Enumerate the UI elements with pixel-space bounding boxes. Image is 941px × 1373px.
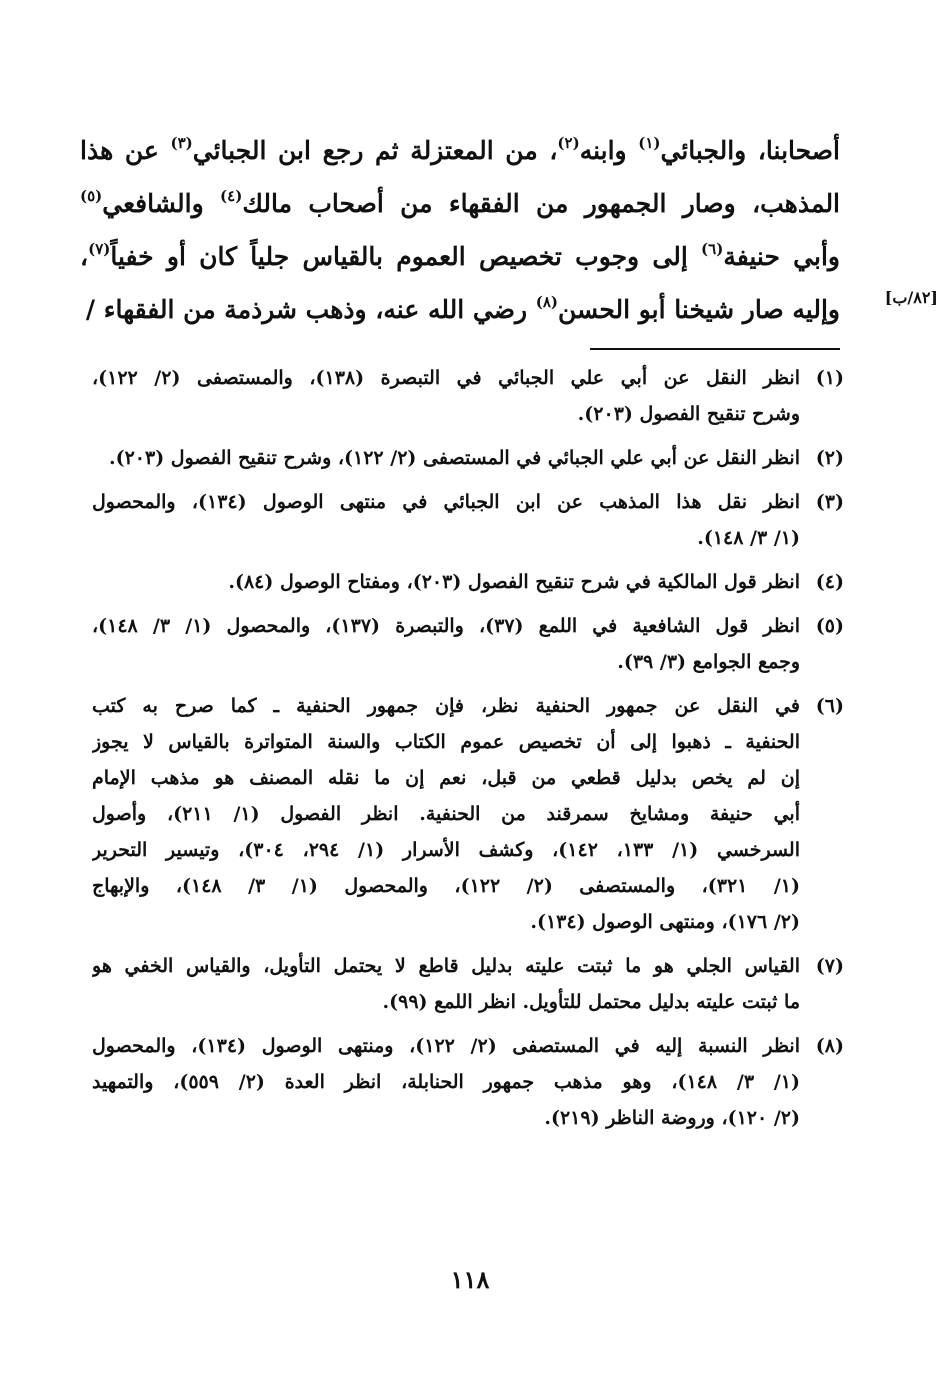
footnote [92,484,844,556]
footnote-line: أبي حنيفة ومشايخ سمرقند من الحنفية. انظر الفصول (١/ ٢١١)، وأصول [92,803,800,825]
footnote-number: (٣) [815,491,844,513]
main-text-line [80,124,840,177]
text-run: وإليه صار شيخنا أبو الحسن [558,295,840,324]
footnotes [92,360,844,1144]
footnote-line: ما ثبتت عليته بدليل محتمل للتأويل. انظر اللمع (٩٩). [382,991,800,1013]
footnote-line: انظر قول الشافعية في اللمع (٣٧)، والتبصرة (١٣٧)، والمحصول (١/ ٣/ ١٤٨)، [92,615,800,637]
footnote-line: انظر نقل هذا المذهب عن ابن الجبائي في منتهى الوصول (١٣٤)، والمحصول [92,491,800,513]
main-text-line [80,283,840,336]
footnote-line: (١/ ٣٢١)، والمستصفى (٢/ ١٢٢)، والمحصول (١/ ٣/ ١٤٨)، والإبهاج [92,875,800,897]
page-number: ١١٨ [450,1265,490,1294]
footnote-number: (٤) [815,571,844,593]
footnote-separator [590,348,840,350]
footnote-text [92,484,800,556]
footnote-number: (٢) [815,447,844,469]
footnote-number: (٥) [815,615,844,637]
footnote-reference: (٨) [535,293,559,311]
footnote-number: (٦) [815,695,844,717]
footnote-reference: (٧) [88,240,111,258]
footnote-text [92,688,800,940]
main-text-line [80,230,840,283]
footnote-text [92,564,800,600]
footnote-line: انظر قول المالكية في شرح تنقيح الفصول (٢٠٣)، ومفتاح الوصول (٨٤). [228,571,800,593]
footnote-text [92,360,800,432]
footnote-reference: (٤) [220,187,243,205]
text-run: إلى وجوب تخصيص العموم بالقياس جلياً كان أو خفياً [110,242,702,271]
text-run: ، من المعتزلة ثم رجع ابن الجبائي [192,136,558,165]
footnote-line: انظر النقل عن أبي علي الجبائي في التبصرة (١٣٨)، والمستصفى (٢/ ١٢٢)، [92,367,800,389]
footnote-line: انظر النقل عن أبي علي الجبائي في المستصفى (٢/ ١٢٢)، وشرح تنقيح الفصول (٢٠٣). [108,447,800,469]
text-run: والشافعي [102,189,221,218]
footnote-line: الحنفية ـ ذهبوا إلى أن تخصيص عموم الكتاب والسنة المتواترة بالقياس لا يجوز [92,731,800,753]
footnote-reference: (٢) [557,134,580,152]
footnote-text [92,440,800,476]
footnote-line: إن لم يخص بدليل قطعي من قبل، نعم إن ما نقله المصنف هو مذهب الإمام [92,767,800,789]
text-run: أصحابنا، والجبائي [660,136,840,165]
text-run: وابنه [579,136,639,165]
text-run: المذهب، وصار الجمهور من الفقهاء من أصحاب مالك [242,189,840,218]
footnote [92,1028,844,1136]
main-text [80,124,840,336]
footnote-line: (٢/ ١٧٦)، ومنتهى الوصول (١٣٤). [530,911,800,933]
footnote-text [92,608,800,680]
text-run: عن هذا [80,136,171,165]
footnote-line: (١/ ٣/ ١٤٨). [697,527,800,549]
text-run: وأبي حنيفة [723,242,840,271]
footnote [92,608,844,680]
text-run: ، [80,242,89,271]
footnote [92,564,844,600]
footnote-reference: (٥) [80,187,103,205]
footnote-line: في النقل عن جمهور الحنفية نظر، فإن جمهور الحنفية ـ كما صرح به كتب [92,695,800,717]
footnote [92,688,844,940]
footnote-line: السرخسي (١/ ١٣٣، ١٤٢)، وكشف الأسرار (١/ ٢٩٤، ٣٠٤)، وتيسير التحرير [92,839,800,861]
footnote [92,948,844,1020]
footnote-text [92,948,800,1020]
footnote-line: القياس الجلي هو ما ثبتت عليته بدليل قاطع لا يحتمل التأويل، والقياس الخفي هو [92,955,800,977]
footnote-reference: (٦) [701,240,724,258]
footnote-text [92,1028,800,1136]
footnote-reference: (١) [638,134,661,152]
main-text-line [80,177,840,230]
footnote-line: (١/ ٣/ ١٤٨)، وهو مذهب جمهور الحنابلة، انظر العدة (٢/ ٥٥٩)، والتمهيد [92,1071,800,1093]
text-run: رضي الله عنه، وذهب شرذمة من الفقهاء / [85,295,536,324]
footnote-line: وشرح تنقيح الفصول (٢٠٣). [577,403,800,425]
footnote-number: (١) [815,367,844,389]
footnote [92,440,844,476]
footnote-number: (٧) [815,955,844,977]
footnote-number: (٨) [815,1035,844,1057]
footnote-line: انظر النسبة إليه في المستصفى (٢/ ١٢٢)، ومنتهى الوصول (١٣٤)، والمحصول [92,1035,800,1057]
footnote [92,360,844,432]
footnote-line: (٢/ ١٢٠)، وروضة الناظر (٢١٩). [544,1107,800,1129]
footnote-line: وجمع الجوامع (٣/ ٣٩). [617,651,800,673]
folio-marker: [٨٢/ب] [884,288,938,307]
footnote-reference: (٣) [170,134,193,152]
